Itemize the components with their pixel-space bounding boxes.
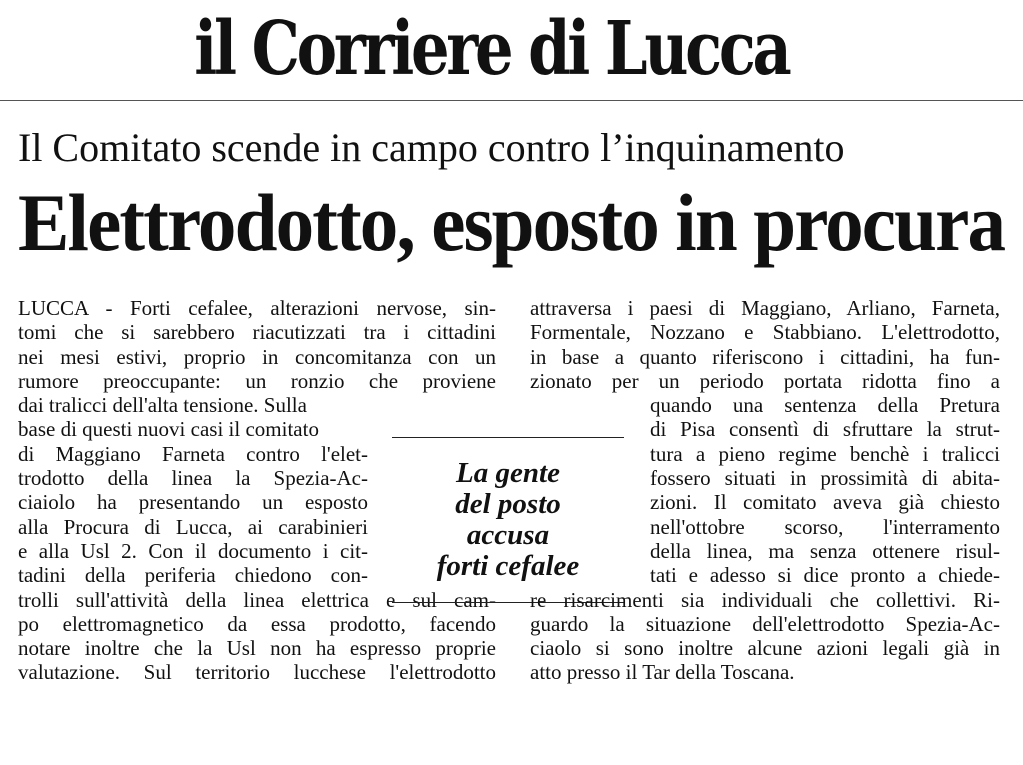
body-line: di Pisa consentì di sfruttare la strut- (650, 417, 1000, 442)
body-line: trolli sull'attività della linea elettrica e sul cam- (18, 587, 496, 612)
pull-quote-line: La gente (456, 457, 560, 489)
body-line: della linea, ma senza ottenere risul- (650, 538, 1000, 563)
body-line: rumore preoccupante: un ronzio che proviene (18, 368, 496, 393)
pull-quote-line: accusa (466, 519, 550, 551)
body-line: fossero situati in prossimità di abita- (650, 466, 1000, 491)
body-line: zioni. Il comitato aveva già chiesto (650, 490, 1000, 515)
body-line: quando una sentenza della Pretura (650, 393, 1000, 418)
pull-quote-line: del posto (455, 488, 561, 520)
body-line: po elettromagnetico da essa prodotto, facendo (18, 611, 496, 636)
body-line: re risarcimenti sia individuali che collettivi. Ri- (530, 587, 1000, 612)
body-line: nei mesi estivi, proprio in concomitanza con un (18, 344, 496, 369)
body-line: atto presso il Tar della Toscana. (530, 660, 795, 685)
masthead (0, 0, 1023, 101)
body-line: dai tralicci dell'alta tensione. Sulla (18, 393, 307, 418)
article-kicker: Il Comitato scende in campo contro l’inquinamento (18, 125, 845, 170)
body-line: tati e adesso si dice pronto a chiede- (650, 563, 1000, 588)
body-line: valutazione. Sul territorio lucchese l'elettrodotto (18, 660, 496, 685)
body-line: attraversa i paesi di Maggiano, Arliano, Farneta, (530, 296, 1000, 320)
body-line: ciaiolo ha presentando un esposto (18, 490, 368, 515)
body-line: alla Procura di Lucca, ai carabinieri (18, 514, 368, 539)
body-line: zionato per un periodo portata ridotta fino a (530, 368, 1000, 393)
body-line: notare inoltre che la Usl non ha espresso proprie (18, 636, 496, 661)
body-line: trodotto della linea la Spezia-Ac- (18, 466, 368, 491)
body-line: in base a quanto riferiscono i cittadini, ha fun- (530, 344, 1000, 369)
body-line: e alla Usl 2. Con il documento i cit- (18, 538, 368, 563)
article-headline: Elettrodotto, esposto in procura (18, 177, 1005, 268)
body-line: tura a pieno regime benchè i tralicci (650, 441, 1000, 466)
newspaper-title: il Corriere di Lucca (194, 6, 789, 92)
right-column (530, 296, 1000, 685)
body-line: di Maggiano Farneta contro l'elet- (18, 441, 368, 466)
body-line: tadini della periferia chiedono con- (18, 563, 368, 588)
body-line: ciaolo si sono inoltre alcune azioni legali già in (530, 636, 1000, 661)
body-line: Formentale, Nozzano e Stabbiano. L'elettrodotto, (530, 320, 1000, 345)
body-line: nell'ottobre scorso, l'interramento (650, 514, 1000, 539)
body-line: guardo la situazione dell'elettrodotto Spezia-Ac- (530, 611, 1000, 636)
body-line: base di questi nuovi casi il comitato (18, 417, 319, 442)
body-line: LUCCA - Forti cefalee, alterazioni nervose, sin- (18, 296, 496, 320)
body-line: tomi che si sarebbero riacutizzati tra i cittadini (18, 320, 496, 345)
pull-quote-line: forti cefalee (436, 550, 580, 582)
